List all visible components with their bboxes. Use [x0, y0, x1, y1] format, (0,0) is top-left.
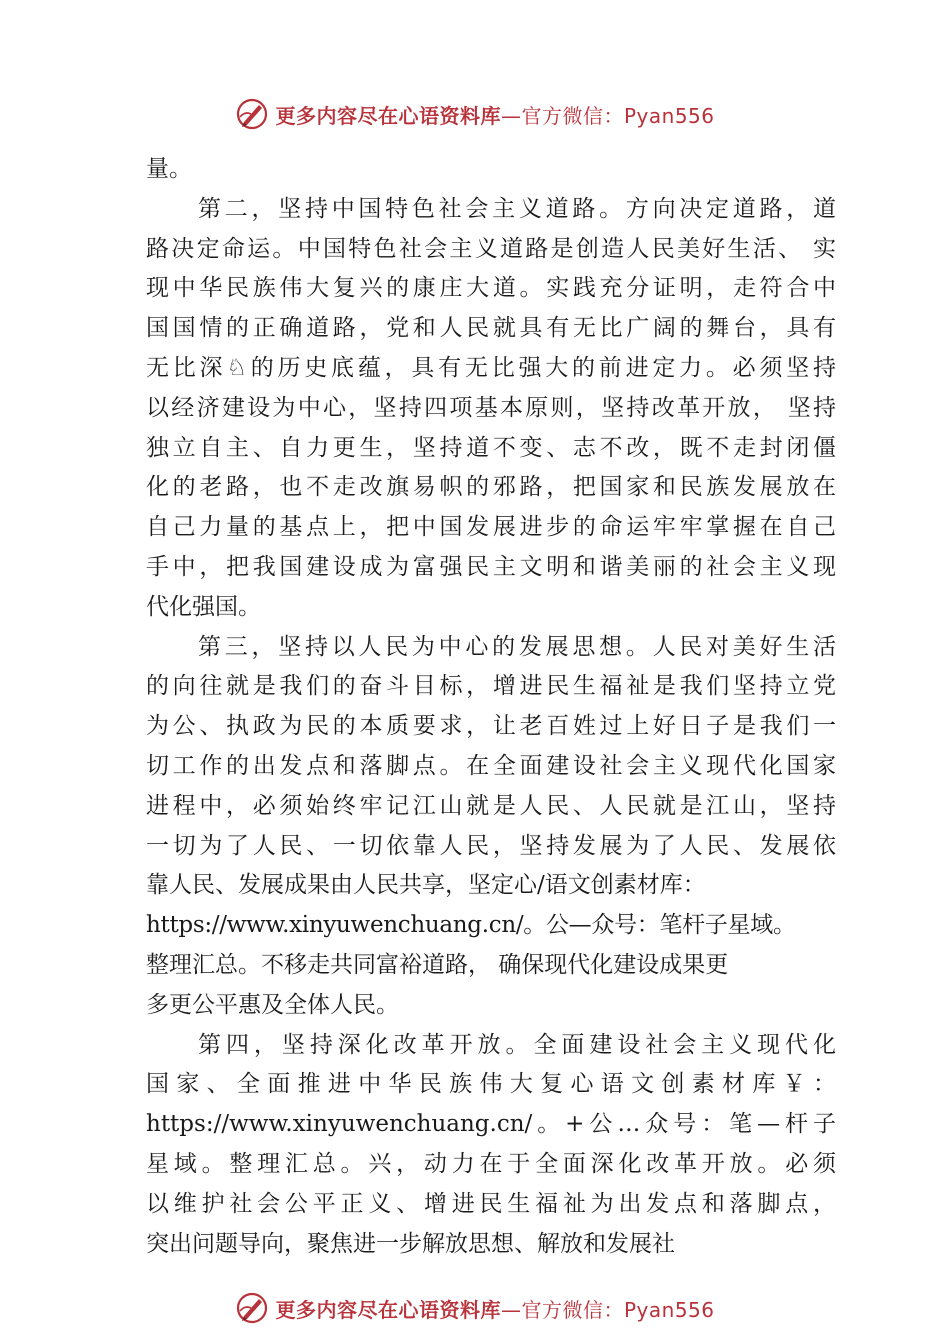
footer-main-text: 更多内容尽在心语资料库 — [275, 1297, 501, 1322]
footer-banner — [0, 1286, 950, 1330]
body-line: 无比深♘的历史底蕴，具有无比强大的前进定力。必须坚持 — [146, 354, 836, 381]
body-line: 多更公平惠及全体人民。 — [146, 991, 399, 1018]
header-separator: — — [500, 103, 522, 128]
body-line: 代化强国。 — [146, 593, 261, 620]
body-line: 独立自主、自力更生，坚持道不变、志不改，既不走封闭僵 — [146, 434, 836, 461]
footer-text — [275, 1294, 714, 1323]
body-line: 突出问题导向，聚焦进一步解放思想、解放和发展社 — [146, 1230, 675, 1257]
body-line: 的向往就是我们的奋斗目标，增进民生福祉是我们坚持立党 — [146, 673, 836, 700]
header-wechat-id: Pyan556 — [623, 103, 715, 128]
body-line: https://www.xinyuwenchuang.cn/。公—众号：笔杆子星域。 — [146, 912, 796, 939]
body-line: 以维护社会公平正义、增进民生福祉为出发点和落脚点， — [146, 1190, 836, 1217]
body-line: 切工作的出发点和落脚点。在全面建设社会主义现代化国家 — [146, 752, 836, 779]
body-line: 第四，坚持深化改革开放。全面建设社会主义现代化 — [198, 1031, 836, 1058]
body-line: 量。 — [146, 156, 192, 182]
body-line: 国国情的正确道路，党和人民就具有无比广阔的舞台，具有 — [146, 315, 836, 342]
header-text — [275, 100, 714, 129]
body-line: 一切为了人民、一切依靠人民，坚持发展为了人民、发展依 — [146, 832, 836, 859]
header-banner — [0, 92, 950, 136]
body-line: https://www.xinyuwenchuang.cn/。+公…众号：笔—杆子 — [146, 1111, 836, 1138]
body-line: 进程中，必须始终牢记江山就是人民、人民就是江山，坚持 — [146, 792, 836, 819]
body-line: 自己力量的基点上，把中国发展进步的命运牢牢掌握在自己 — [146, 514, 836, 541]
body-line: 靠人民、发展成果由人民共享，坚定心/语文创素材库： — [146, 872, 706, 899]
footer-wechat-id: Pyan556 — [623, 1297, 715, 1322]
body-line: 星域。整理汇总。兴，动力在于全面深化改革开放。必须 — [146, 1150, 836, 1177]
body-line: 路决定命运。中国特色社会主义道路是创造人民美好生活、 实 — [146, 235, 836, 262]
body-line: 第三，坚持以人民为中心的发展思想。人民对美好生活 — [198, 633, 836, 660]
header-label: 官方微信： — [521, 103, 624, 128]
body-line: 国家、全面推进中华民族伟大复心语文创素材库￥： — [146, 1071, 836, 1098]
body-line: 手中，把我国建设成为富强民主文明和谐美丽的社会主义现 — [146, 553, 836, 580]
body-line: 现中华民族伟大复兴的康庄大道。实践充分证明，走符合中 — [146, 275, 836, 302]
pen-logo-icon — [235, 1291, 269, 1325]
footer-separator: — — [500, 1297, 522, 1322]
footer-label: 官方微信： — [521, 1297, 624, 1322]
body-line: 整理汇总。不移走共同富裕道路， 确保现代化建设成果更 — [146, 951, 729, 978]
body-line: 以经济建设为中心，坚持四项基本原则，坚持改革开放， 坚持 — [146, 394, 836, 421]
body-line: 为公、执政为民的本质要求，让老百姓过上好日子是我们一 — [146, 713, 836, 740]
body-line: 化的老路，也不走改旗易帜的邪路，把国家和民族发展放在 — [146, 474, 836, 501]
header-main-text: 更多内容尽在心语资料库 — [275, 103, 501, 128]
body-line: 第二，坚持中国特色社会主义道路。方向决定道路，道 — [198, 195, 836, 222]
pen-logo-icon — [235, 97, 269, 131]
document-body — [146, 150, 836, 1264]
